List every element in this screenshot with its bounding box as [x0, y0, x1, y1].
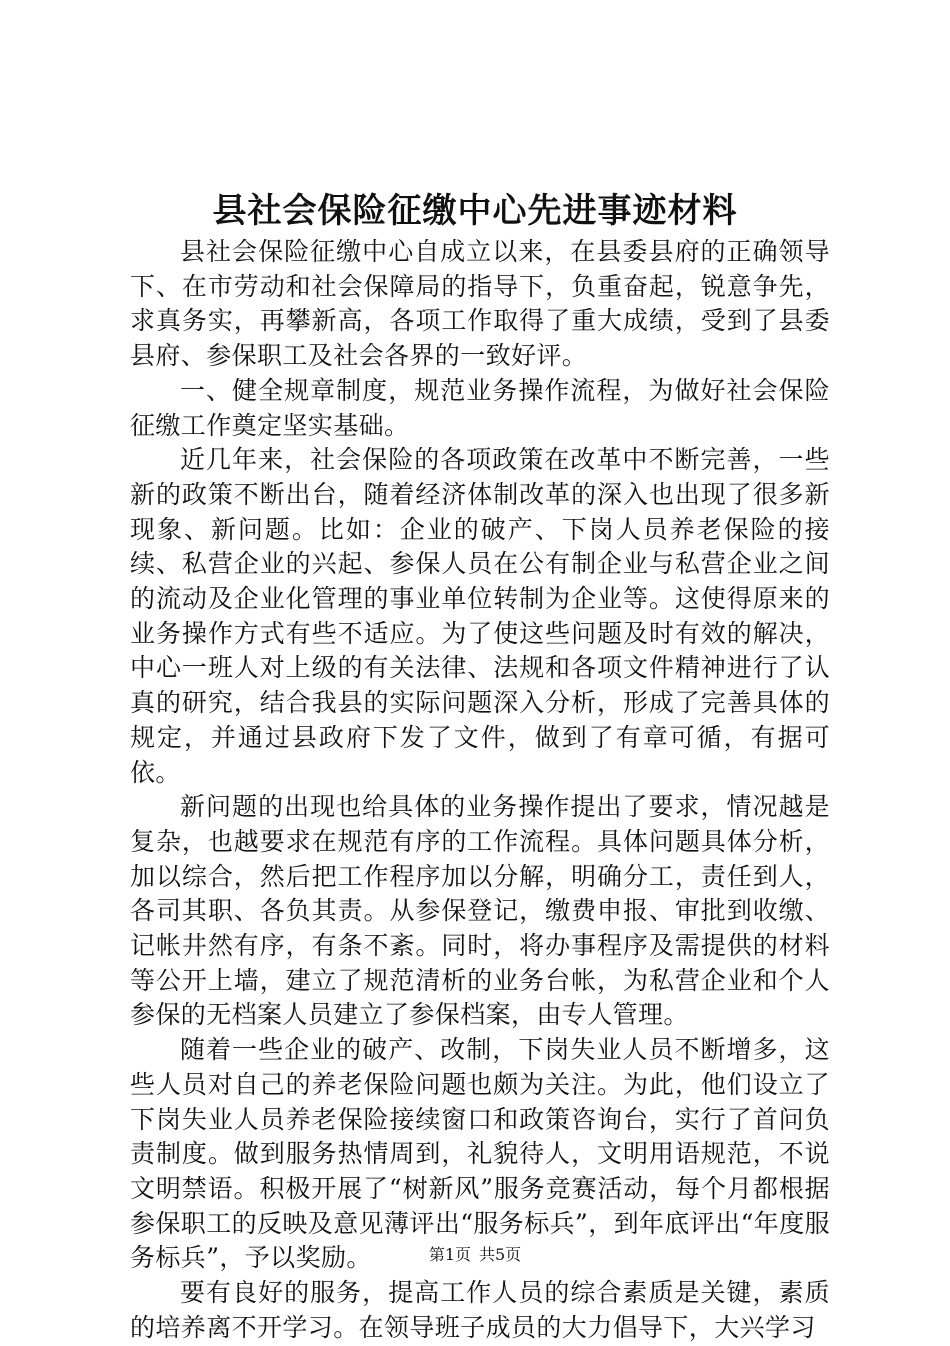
paragraph-training: 要有良好的服务，提高工作人员的综合素质是关键，素质的培养离不开学习。在领导班子成员的大力倡导下，大兴学习	[130, 1278, 830, 1342]
page-total: 共5页	[479, 1245, 522, 1264]
document-title: 县社会保险征缴中心先进事迹材料	[212, 191, 738, 231]
document-body	[130, 235, 830, 1346]
paragraph-policy: 近几年来，社会保险的各项政策在改革中不断完善，一些新的政策不断出台，随着经济体制改革的深入也出现了很多新现象、新问题。比如：企业的破产、下岗人员养老保险的接续、私营企业的兴起、参保人员在公有制企业与私营企业之间的流动及企业化管理的事业单位转制为企业等。这使得原来的业务操作方式有些不适应。为了使这些问题及时有效的解决，中心一班人对上级的有关法律、法规和各项文件精神进行了认真的研究，结合我县的实际问题深入分析，形成了完善具体的规定，并通过县政府下发了文件，做到了有章可循，有据可依。	[130, 445, 830, 787]
paragraph-intro: 县社会保险征缴中心自成立以来，在县委县府的正确领导下、在市劳动和社会保障局的指导下，负重奋起，锐意争先，求真务实，再攀新高，各项工作取得了重大成绩，受到了县委县府、参保职工及社会各界的一致好评。	[130, 237, 830, 371]
paragraph-section-heading: 一、健全规章制度，规范业务操作流程，为做好社会保险征缴工作奠定坚实基础。	[130, 375, 830, 440]
page-number: 第1页	[428, 1245, 471, 1264]
page-footer	[0, 1244, 950, 1266]
paragraph-workflow: 新问题的出现也给具体的业务操作提出了要求，情况越是复杂，也越要求在规范有序的工作流程。具体问题具体分析，加以综合，然后把工作程序加以分解，明确分工，责任到人，各司其职、各负其责。从参保登记，缴费申报、审批到收缴、记帐井然有序，有条不紊。同时，将办事程序及需提供的材料等公开上墙，建立了规范清析的业务台帐，为私营企业和个人参保的无档案人员建立了参保档案，由专人管理。	[130, 792, 830, 1030]
paragraph-service: 随着一些企业的破产、改制，下岗失业人员不断增多，这些人员对自己的养老保险问题也颇为关注。为此，他们设立了下岗失业人员养老保险接续窗口和政策咨询台，实行了首问负责制度。做到服务热情周到，礼貌待人，文明用语规范，不说文明禁语。积极开展了“树新风”服务竞赛活动，每个月都根据参保职工的反映及意见薄评出“服务标兵”，到年底评出“年度服务标兵”，予以奖励。	[130, 1035, 830, 1273]
